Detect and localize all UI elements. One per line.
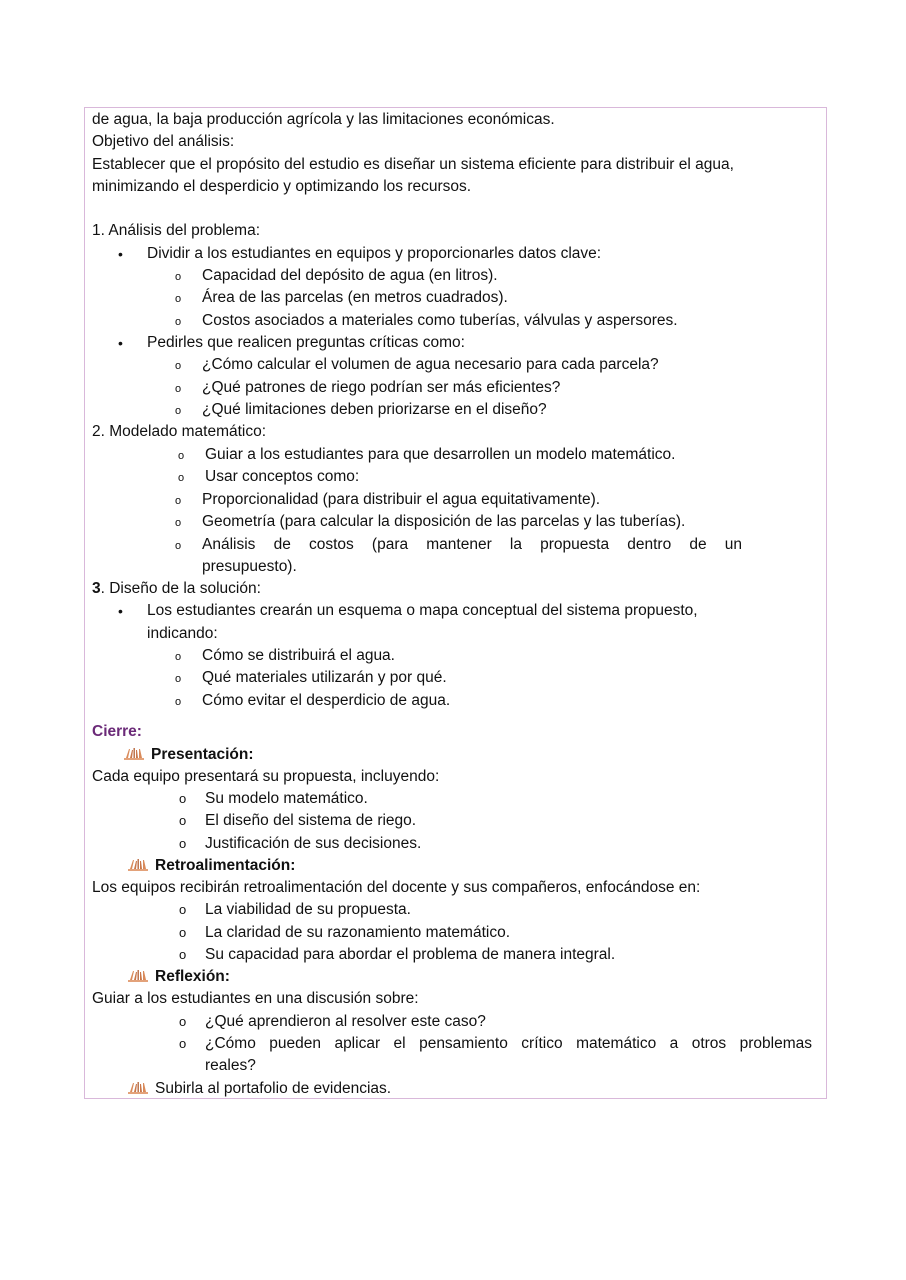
circle-bullet: o (178, 450, 185, 462)
circle-bullet: o (179, 925, 187, 940)
intro-line: de agua, la baja producción agrícola y las limitaciones económicas. (92, 111, 555, 128)
cierre-label: Cierre: (92, 723, 142, 740)
section3-sub-item: Cómo se distribuirá el agua. (202, 647, 395, 664)
circle-bullet: o (179, 791, 187, 806)
section1-sub2-item: ¿Qué limitaciones deben priorizarse en el diseño? (202, 401, 547, 418)
section1-sub1-item: Área de las parcelas (en metros cuadrados). (202, 289, 508, 306)
presentacion-item: Su modelo matemático. (205, 790, 368, 807)
section1-sub2-item: ¿Cómo calcular el volumen de agua necesario para cada parcela? (202, 356, 659, 373)
circle-bullet: o (179, 836, 187, 851)
presentacion-item: El diseño del sistema de riego. (205, 812, 417, 829)
retroalimentacion-item: Su capacidad para abordar el problema de manera integral. (205, 946, 616, 963)
section3-bullet1-line2: indicando: (147, 625, 218, 642)
objective-text-line2: minimizando el desperdicio y optimizando los recursos. (92, 178, 472, 195)
circle-bullet: o (175, 293, 182, 305)
circle-bullet: o (179, 947, 187, 962)
section2-item-continued: presupuesto). (202, 558, 297, 575)
section1-bullet1: Dividir a los estudiantes en equipos y proporcionarles datos clave: (147, 245, 602, 262)
section1-sub1-item: Capacidad del depósito de agua (en litros). (202, 267, 498, 284)
bullet-dot: • (118, 603, 123, 619)
reflexion-item-continued: reales? (205, 1057, 256, 1074)
retroalimentacion-item: La viabilidad de su propuesta. (205, 901, 411, 918)
objective-label: Objetivo del análisis: (92, 133, 235, 150)
circle-bullet: o (175, 495, 182, 507)
reflexion-item: ¿Cómo pueden aplicar el pensamiento crítico matemático a otros problemas (205, 1035, 812, 1052)
presentacion-intro: Cada equipo presentará su propuesta, incluyendo: (92, 768, 440, 785)
reflexion-title: Reflexión: (155, 968, 230, 985)
circle-bullet: o (175, 383, 182, 395)
retroalimentacion-item: La claridad de su razonamiento matemático. (205, 924, 510, 941)
circle-bullet: o (178, 472, 185, 484)
section2-item: Guiar a los estudiantes para que desarrollen un modelo matemático. (205, 446, 676, 463)
reflexion-intro: Guiar a los estudiantes en una discusión sobre: (92, 990, 419, 1007)
circle-bullet: o (175, 673, 182, 685)
presentacion-item: Justificación de sus decisiones. (205, 835, 422, 852)
section2-item: Usar conceptos como: (205, 468, 360, 485)
circle-bullet: o (175, 405, 182, 417)
circle-bullet: o (175, 271, 182, 283)
presentacion-title: Presentación: (151, 746, 254, 763)
section2-item: Geometría (para calcular la disposición de las parcelas y las tuberías). (202, 513, 686, 530)
objective-text-line1: Establecer que el propósito del estudio es diseñar un sistema eficiente para distribuir el agua, (92, 156, 734, 173)
section3-heading-text: . Diseño de la solución: (100, 580, 261, 597)
circle-bullet: o (175, 651, 182, 663)
retroalimentacion-title: Retroalimentación: (155, 857, 296, 874)
circle-bullet: o (179, 1036, 187, 1051)
section1-bullet2: Pedirles que realicen preguntas críticas como: (147, 334, 465, 351)
book-icon (128, 1081, 148, 1095)
section1-heading: 1. Análisis del problema: (92, 222, 261, 239)
book-icon (124, 747, 144, 761)
section3-heading (92, 579, 261, 599)
bullet-dot: • (118, 335, 123, 351)
circle-bullet: o (179, 902, 187, 917)
section2-item: Análisis de costos (para mantener la propuesta dentro de un (202, 536, 742, 553)
bullet-dot: • (118, 246, 123, 262)
circle-bullet: o (175, 360, 182, 372)
section2-heading: 2. Modelado matemático: (92, 423, 267, 440)
circle-bullet: o (179, 1014, 187, 1029)
circle-bullet: o (175, 540, 182, 552)
reflexion-item: ¿Qué aprendieron al resolver este caso? (205, 1013, 486, 1030)
section1-sub1-item: Costos asociados a materiales como tuberías, válvulas y aspersores. (202, 312, 678, 329)
section2-item: Proporcionalidad (para distribuir el agua equitativamente). (202, 491, 601, 508)
section3-sub-item: Cómo evitar el desperdicio de agua. (202, 692, 451, 709)
book-icon (128, 969, 148, 983)
retroalimentacion-intro: Los equipos recibirán retroalimentación del docente y sus compañeros, enfocándose en: (92, 879, 701, 896)
circle-bullet: o (175, 316, 182, 328)
section1-sub2-item: ¿Qué patrones de riego podrían ser más eficientes? (202, 379, 561, 396)
circle-bullet: o (179, 813, 187, 828)
final-instruction: Subirla al portafolio de evidencias. (155, 1080, 392, 1097)
section3-bullet1-line1: Los estudiantes crearán un esquema o mapa conceptual del sistema propuesto, (147, 602, 698, 619)
book-icon (128, 858, 148, 872)
circle-bullet: o (175, 517, 182, 529)
section3-sub-item: Qué materiales utilizarán y por qué. (202, 669, 447, 686)
circle-bullet: o (175, 696, 182, 708)
section3-heading-number: 3 (92, 580, 101, 597)
